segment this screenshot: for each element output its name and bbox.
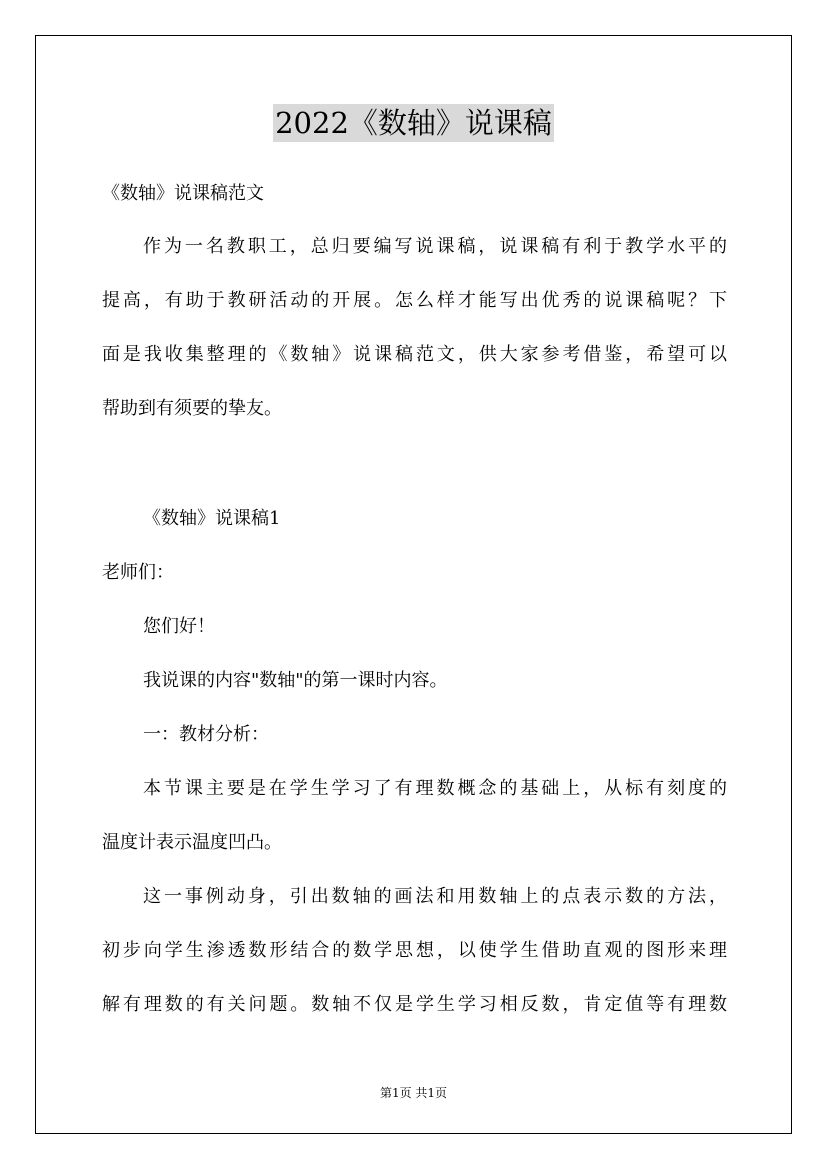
page-footer: 第1页 共1页 [379,1086,448,1100]
section-heading: 《数轴》说课稿1 [143,508,281,529]
intro-line-3: 面是我收集整理的《数轴》说课稿范文，供大家参考借鉴，希望可以 [102,344,727,365]
salutation: 老师们： [102,562,174,583]
document-title-wrapper [0,104,827,142]
intro-line-2: 提高，有助于教研活动的开展。怎么样才能写出优秀的说课稿呢？下 [102,290,727,311]
para2-line-3: 解有理数的有关问题。数轴不仅是学生学习相反数，肯定值等有理数 [102,994,727,1015]
para1-line-2: 温度计表示温度凹凸。 [102,832,282,853]
document-title: 2022《数轴》说课稿 [275,106,552,140]
statement: 我说课的内容"数轴"的第一课时内容。 [143,670,448,691]
intro-line-4: 帮助到有须要的挚友。 [102,398,282,419]
para2-line-2: 初步向学生渗透数形结合的数学思想，以使学生借助直观的图形来理 [102,940,727,961]
greeting: 您们好！ [143,616,215,637]
part1-heading: 一：教材分析： [143,724,269,745]
subtitle: 《数轴》说课稿范文 [102,183,264,204]
para2-line-1: 这一事例动身，引出数轴的画法和用数轴上的点表示数的方法， [143,886,727,907]
intro-line-1: 作为一名教职工，总归要编写说课稿，说课稿有利于教学水平的 [143,236,727,257]
para1-line-1: 本节课主要是在学生学习了有理数概念的基础上，从标有刻度的 [143,778,727,799]
